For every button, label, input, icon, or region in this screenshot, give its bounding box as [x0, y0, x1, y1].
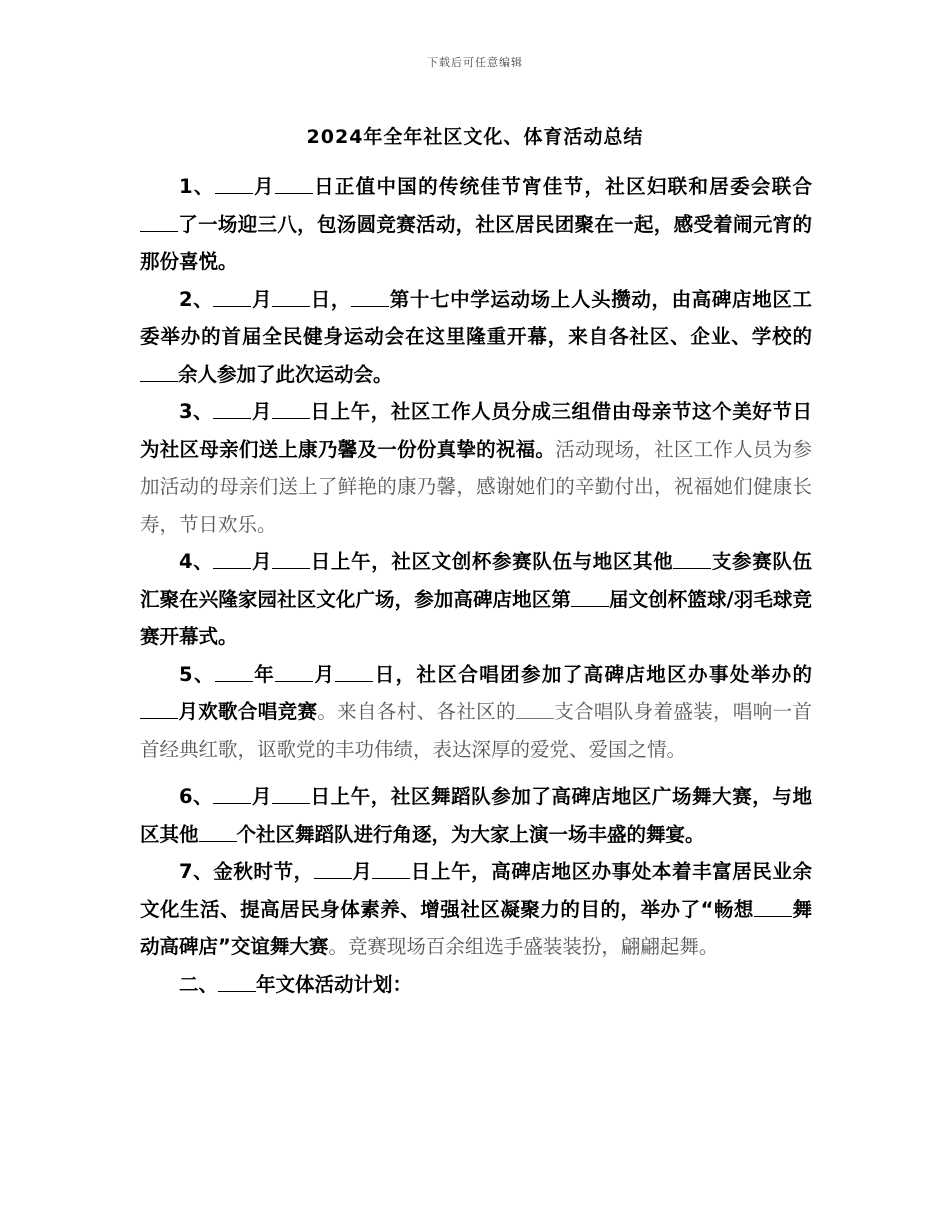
document-title: 2024年全年社区文化、体育活动总结: [306, 126, 644, 148]
text-segment: 年文体活动计划：: [256, 972, 413, 996]
fill-in-blank: [272, 400, 310, 419]
paragraph: [140, 853, 812, 966]
fill-in-blank: [140, 213, 178, 232]
fill-in-blank: [335, 663, 373, 682]
text-segment: 日上午，社区文创杯参赛队伍与地区其他: [310, 550, 674, 573]
fill-in-blank: [215, 663, 253, 682]
text-segment: 余人参加了此次运动会。: [178, 362, 393, 386]
text-segment: 月: [252, 175, 275, 198]
page-header: 下载后可任意编辑: [427, 56, 523, 69]
text-segment: 月: [351, 860, 373, 883]
text-segment: 日上午，高碑店地区办事处本着丰富居民业余文化生活、提高居民身体素养、增强社区凝聚力的目的，举办了“畅想: [140, 860, 812, 921]
text-segment: 支合唱队身着盛装，唱响一首首经典红歌，讴歌党的丰功伟绩，表达深厚的爱党、爱国之情。: [140, 700, 812, 761]
paragraph: [140, 543, 812, 656]
fill-in-blank: [213, 785, 251, 804]
fill-in-blank: [140, 363, 178, 382]
text-segment: 月: [251, 550, 273, 573]
fill-in-blank: [571, 588, 609, 607]
fill-in-blank: [754, 898, 792, 917]
paragraph: [140, 168, 812, 281]
fill-in-blank: [314, 860, 352, 879]
text-segment: 日上午，社区工作人员分成三组借由母亲节这个美好节日为社区母亲们送上康乃馨及一份份真挚的祝福。: [140, 400, 812, 461]
fill-in-blank: [275, 175, 313, 194]
fill-in-blank: [215, 175, 253, 194]
text-segment: 个社区舞蹈队进行角逐，为大家上演一场丰盛的舞宴。: [236, 822, 705, 846]
paragraph: [140, 393, 812, 543]
fill-in-blank: [272, 550, 310, 569]
text-segment: 。来自各村、各社区的: [317, 700, 516, 723]
text-segment: 月: [251, 400, 272, 423]
fill-in-blank: [140, 700, 178, 719]
fill-in-blank: [213, 288, 251, 307]
text-segment: 二、: [179, 972, 219, 996]
text-segment: 月欢歌合唱竞赛: [178, 700, 318, 723]
fill-in-blank: [372, 860, 410, 879]
text-segment: 月: [251, 785, 272, 808]
text-segment: 5、: [179, 662, 215, 686]
text-segment: 7、金秋时节，: [179, 860, 314, 883]
text-segment: 支参赛队伍汇聚在兴隆家园社区文化广场，参加高碑店地区第: [140, 550, 812, 611]
text-segment: 3、: [179, 400, 214, 423]
text-segment: 舞动高碑店”交谊舞大赛: [140, 897, 812, 958]
text-segment: 届文创杯篮球/羽毛球竞赛开幕式。: [140, 587, 812, 648]
text-segment: 日正值中国的传统佳节宵佳节，社区妇联和居委会联合: [312, 175, 812, 198]
fill-in-blank: [673, 550, 711, 569]
paragraph: [140, 966, 812, 1004]
text-segment: 了一场迎三八，包汤圆竞赛活动，社区居民团聚在一起，感受着闹元宵的那份喜悦。: [140, 212, 812, 273]
text-segment: 2、: [179, 287, 214, 311]
fill-in-blank: [218, 973, 256, 992]
document-body: [140, 168, 812, 1003]
paragraph: [140, 281, 812, 394]
text-segment: 4、: [179, 550, 214, 573]
text-segment: 年: [252, 662, 276, 686]
fill-in-blank: [351, 288, 389, 307]
fill-in-blank: [213, 400, 251, 419]
text-segment: 。竞赛现场百余组选手盛装装扮，翩翩起舞。: [328, 935, 719, 958]
text-segment: 月: [313, 662, 336, 686]
fill-in-blank: [275, 663, 313, 682]
text-segment: 第十七中学运动场上人头攒动，由高碑店地区工委举办的首届全民健身运动会在这里隆重开幕，来自各社区、企业、学校的: [140, 287, 812, 348]
text-segment: 日上午，社区舞蹈队参加了高碑店地区广场舞大赛，与地区其他: [140, 785, 812, 846]
text-segment: 活动现场，社区工作人员为参加活动的母亲们送上了鲜艳的康乃馨，感谢她们的辛勤付出，祝福她们健康长寿，节日欢乐。: [140, 437, 812, 536]
fill-in-blank: [272, 288, 310, 307]
text-segment: 6、: [179, 785, 214, 808]
fill-in-blank: [199, 823, 237, 842]
paragraph: [140, 656, 812, 769]
text-segment: 1、: [179, 175, 215, 198]
paragraph: [140, 778, 812, 853]
text-segment: 日，: [310, 287, 352, 311]
fill-in-blank: [213, 550, 251, 569]
fill-in-blank: [516, 700, 554, 719]
text-segment: 日，社区合唱团参加了高碑店地区办事处举办的: [373, 662, 812, 686]
text-segment: 月: [251, 287, 273, 311]
fill-in-blank: [272, 785, 310, 804]
